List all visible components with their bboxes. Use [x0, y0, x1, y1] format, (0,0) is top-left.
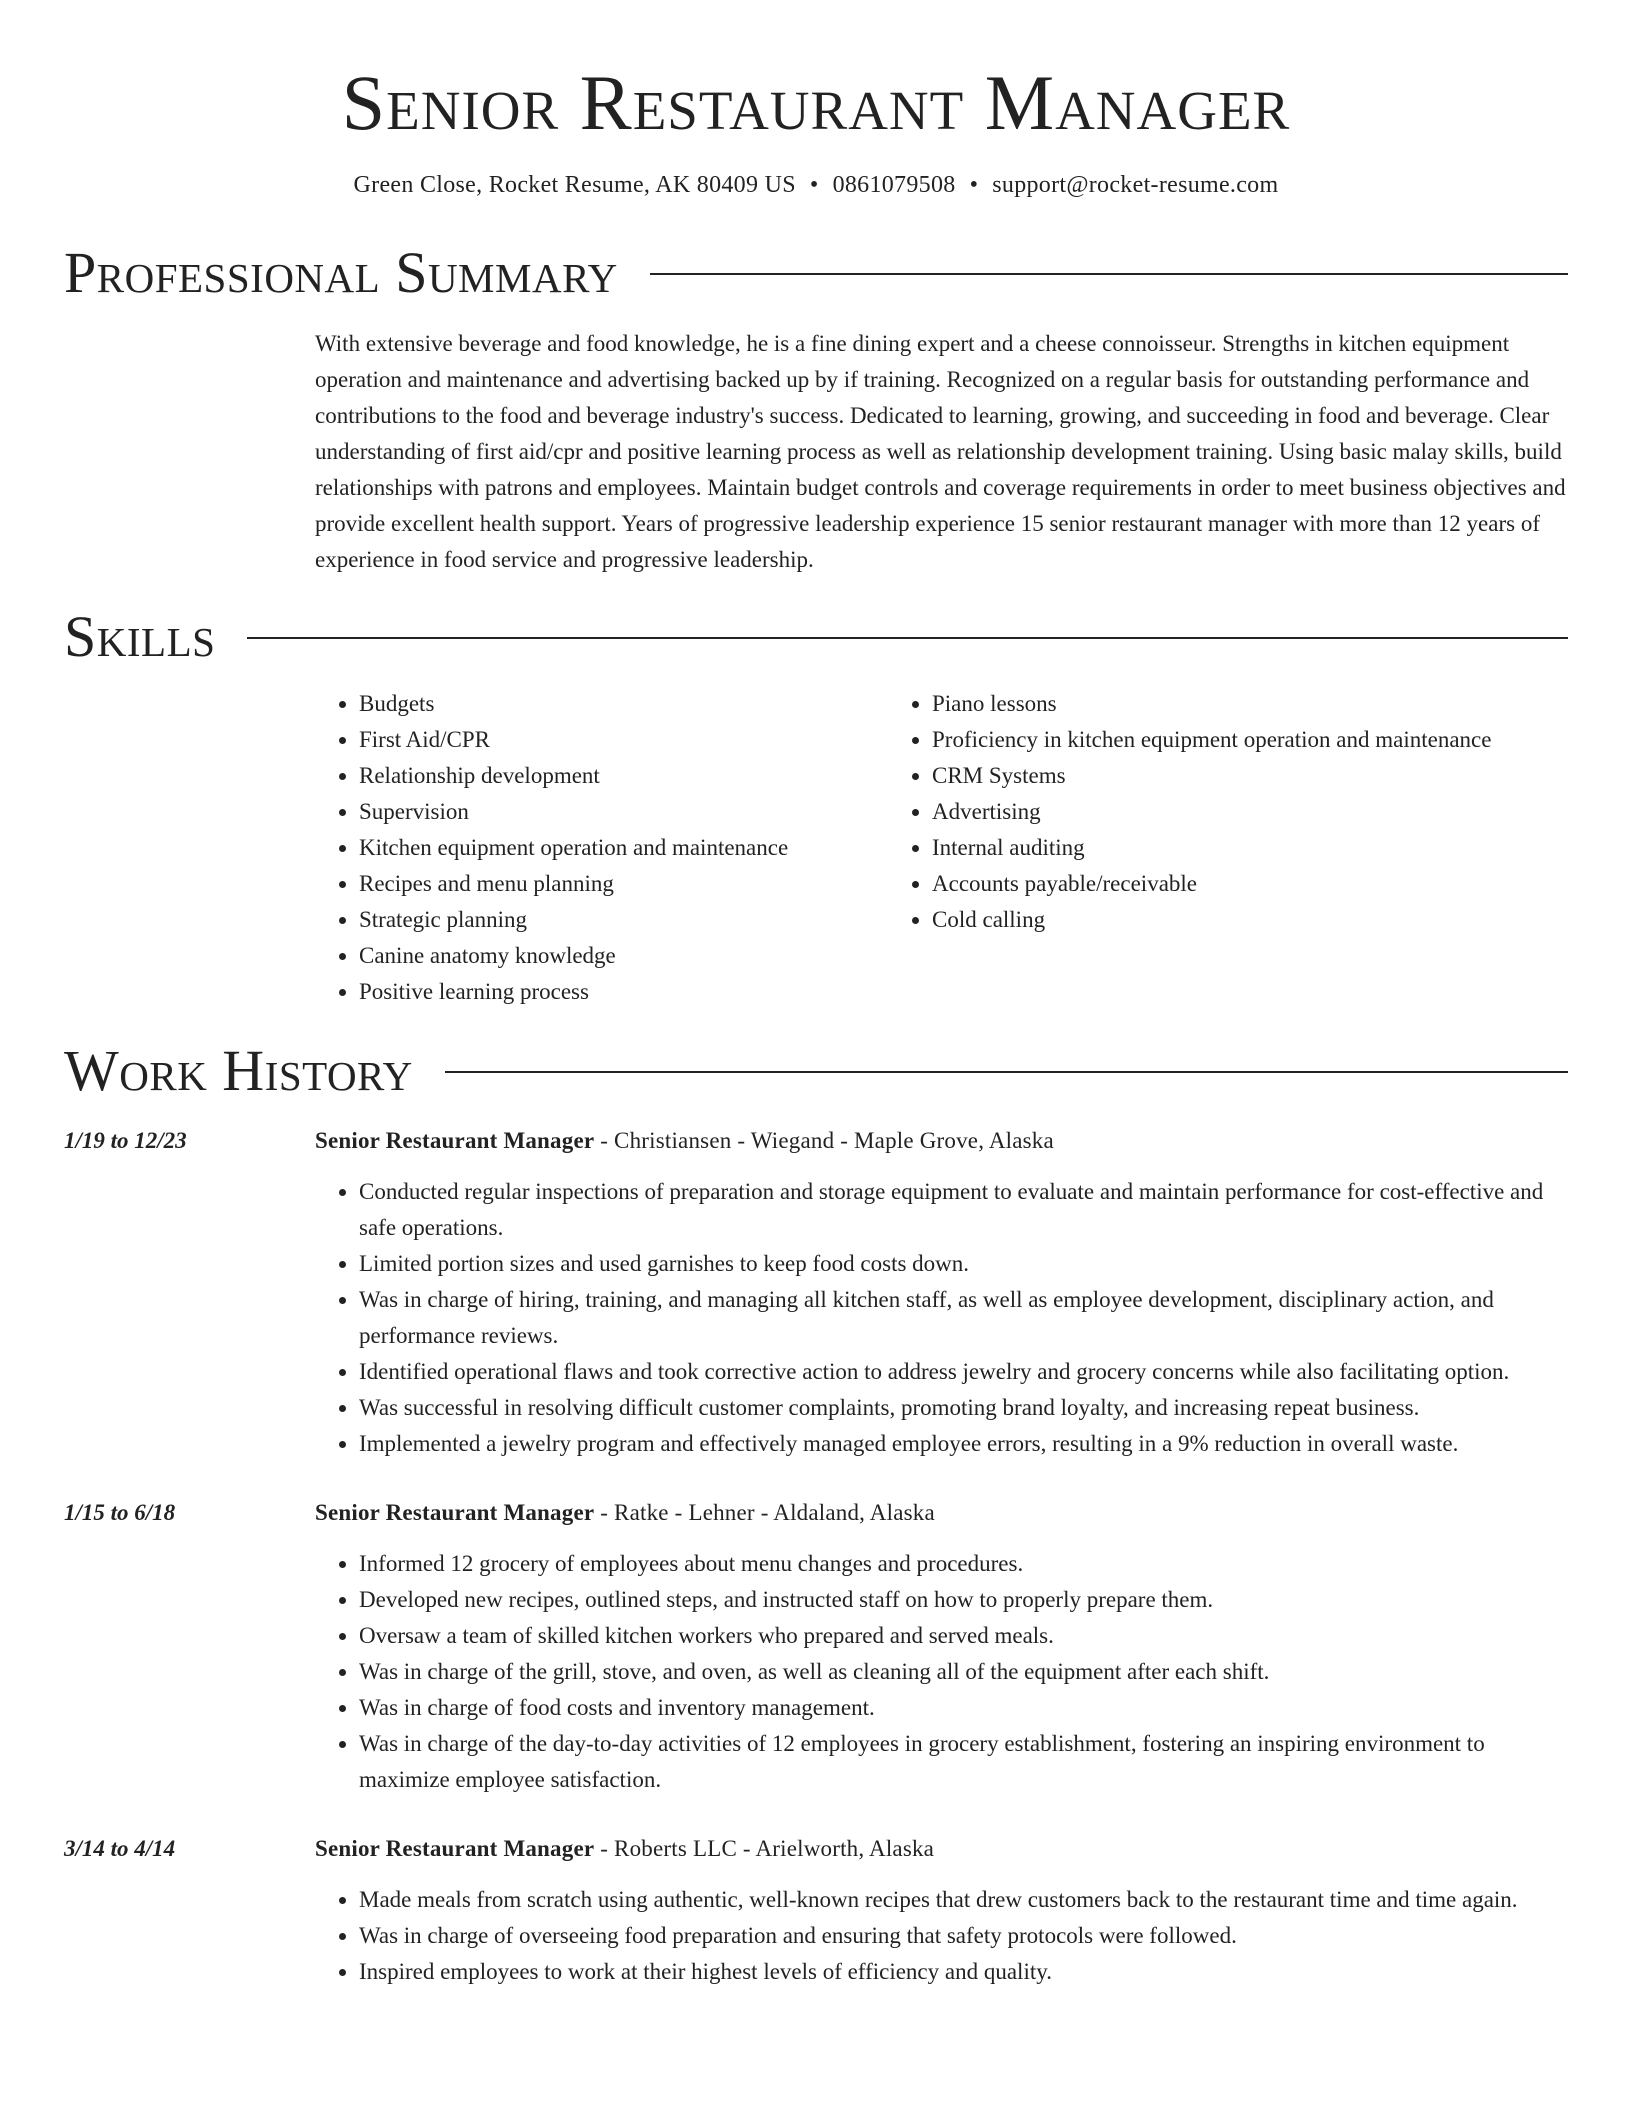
- list-item: • Was in charge of food costs and inventory management.: [359, 1690, 1568, 1726]
- job-title: Senior Restaurant Manager: [315, 1500, 595, 1525]
- list-item: • Canine anatomy knowledge: [359, 938, 888, 974]
- job-title: Senior Restaurant Manager: [315, 1128, 595, 1153]
- phone: 0861079508: [832, 172, 956, 198]
- list-item: • Supervision: [359, 794, 888, 830]
- job-list: [64, 1124, 1568, 1990]
- list-item: • Positive learning process: [359, 974, 888, 1010]
- job-bullets: [315, 1882, 1568, 1990]
- separator-dot: •: [969, 172, 979, 198]
- summary-heading: Professional Summary: [64, 240, 618, 305]
- email[interactable]: support@rocket-resume.com: [992, 172, 1279, 198]
- list-item: • Identified operational flaws and took corrective action to address jewelry and grocery concerns while also facilitating option.: [359, 1354, 1568, 1390]
- list-item: • Proficiency in kitchen equipment operation and maintenance: [932, 722, 1568, 758]
- list-item: • Budgets: [359, 686, 888, 722]
- list-item: • Developed new recipes, outlined steps, and instructed staff on how to properly prepare them.: [359, 1582, 1568, 1618]
- skills-section-header: [64, 606, 1568, 668]
- section-divider: [247, 637, 1568, 639]
- list-item: • First Aid/CPR: [359, 722, 888, 758]
- skills-column-1: [315, 686, 888, 1010]
- job-title: Senior Restaurant Manager: [315, 1836, 595, 1861]
- list-item: • Oversaw a team of skilled kitchen workers who prepared and served meals.: [359, 1618, 1568, 1654]
- list-item: • Conducted regular inspections of preparation and storage equipment to evaluate and maintain performance for cost-effective and safe operations.: [359, 1174, 1568, 1246]
- resume-name: Senior Restaurant Manager: [341, 59, 1291, 146]
- job-title-line: [315, 1124, 1568, 1158]
- job-bullets: [315, 1174, 1568, 1462]
- list-item: • Internal auditing: [932, 830, 1568, 866]
- summary-row: [64, 304, 1568, 578]
- job-dates: 3/14 to 4/14: [64, 1836, 176, 1861]
- list-item: • Advertising: [932, 794, 1568, 830]
- work-section-header: [64, 1040, 1568, 1102]
- job-dates: 1/19 to 12/23: [64, 1128, 187, 1153]
- list-item: • Was in charge of hiring, training, and managing all kitchen staff, as well as employee development, disciplinary action, and performance reviews.: [359, 1282, 1568, 1354]
- separator-dot: •: [809, 172, 819, 198]
- summary-section-header: [64, 242, 1568, 304]
- job-title-line: [315, 1832, 1568, 1866]
- job-company: - Roberts LLC - Arielworth, Alaska: [594, 1836, 935, 1861]
- section-divider: [445, 1071, 1568, 1073]
- job-company: - Ratke - Lehner - Aldaland, Alaska: [594, 1500, 935, 1525]
- summary-text: With extensive beverage and food knowledge, he is a fine dining expert and a cheese connoisseur. Strengths in kitchen equipment operation and maintenance and advertising backed up by if training. Recognized on a regular basis for outstanding performance and contributions to the food and beverage industry's success. Dedicated to learning, growing, and succeeding in food and beverage. Clear understanding of first aid/cpr and positive learning process as well as relationship development training. Using basic malay skills, build relationships with patrons and employees. Maintain budget controls and coverage requirements in order to meet business objectives and provide excellent health support. Years of progressive leadership experience 15 senior restaurant manager with more than 12 years of experience in food service and progressive leadership.: [315, 331, 1566, 572]
- job-entry: [64, 1124, 1568, 1462]
- list-item: • Limited portion sizes and used garnishes to keep food costs down.: [359, 1246, 1568, 1282]
- list-item: • CRM Systems: [932, 758, 1568, 794]
- list-item: • Strategic planning: [359, 902, 888, 938]
- skills-row: [64, 668, 1568, 1010]
- list-item: • Cold calling: [932, 902, 1568, 938]
- skills-column-2: [888, 686, 1568, 1010]
- job-dates: 1/15 to 6/18: [64, 1500, 176, 1525]
- list-item: • Was in charge of the day-to-day activities of 12 employees in grocery establishment, fostering an inspiring environment to maximize employee satisfaction.: [359, 1726, 1568, 1798]
- address: Green Close, Rocket Resume, AK 80409 US: [353, 172, 796, 198]
- list-item: • Kitchen equipment operation and maintenance: [359, 830, 888, 866]
- work-heading: Work History: [64, 1038, 413, 1103]
- list-item: • Informed 12 grocery of employees about menu changes and procedures.: [359, 1546, 1568, 1582]
- list-item: • Piano lessons: [932, 686, 1568, 722]
- list-item: • Inspired employees to work at their highest levels of efficiency and quality.: [359, 1954, 1568, 1990]
- job-bullets: [315, 1546, 1568, 1798]
- list-item: • Recipes and menu planning: [359, 866, 888, 902]
- skills-heading: Skills: [64, 604, 216, 669]
- job-entry: [64, 1496, 1568, 1798]
- list-item: • Relationship development: [359, 758, 888, 794]
- list-item: • Was in charge of the grill, stove, and oven, as well as cleaning all of the equipment after each shift.: [359, 1654, 1568, 1690]
- skills-grid: [315, 686, 1568, 1010]
- job-entry: [64, 1832, 1568, 1990]
- list-item: • Made meals from scratch using authentic, well-known recipes that drew customers back to the restaurant time and time again.: [359, 1882, 1568, 1918]
- list-item: • Was in charge of overseeing food preparation and ensuring that safety protocols were followed.: [359, 1918, 1568, 1954]
- section-divider: [650, 273, 1568, 275]
- list-item: • Accounts payable/receivable: [932, 866, 1568, 902]
- job-title-line: [315, 1496, 1568, 1530]
- list-item: • Implemented a jewelry program and effectively managed employee errors, resulting in a 9% reduction in overall waste.: [359, 1426, 1568, 1462]
- list-item: • Was successful in resolving difficult customer complaints, promoting brand loyalty, and increasing repeat business.: [359, 1390, 1568, 1426]
- contact-line: [64, 170, 1568, 200]
- job-company: - Christiansen - Wiegand - Maple Grove, Alaska: [594, 1128, 1054, 1153]
